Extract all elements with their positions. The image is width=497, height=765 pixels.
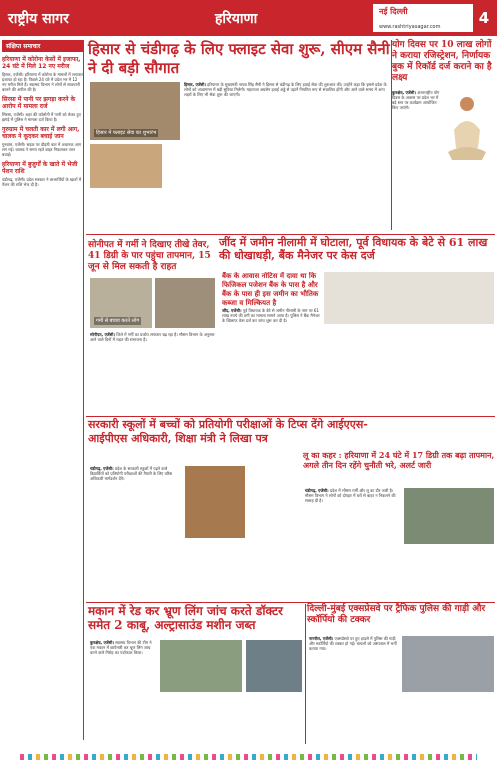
heatwave-headline: लू का कहर : हरियाणा में 24 घंटे में 17 डिग्री तक बढ़ा तापमान, अगले तीन दिन रहेंगे चुनौती भरे, अलर्ट जारी [303, 450, 495, 470]
expressway-text: एक्सप्रेसवे पर हुए हादसे में पुलिस की गाड़ी और स्कॉर्पियो की टक्कर हो गई। घायलों को अस्पताल में भर्ती कराया गया। [309, 636, 397, 651]
jind-body-continued [324, 328, 494, 412]
heatwave-story[interactable] [303, 450, 495, 470]
paper-name: राष्ट्रीय सागर [8, 11, 69, 27]
heatwave-photo [404, 488, 494, 544]
jind-subhead: बैंक के आवास नोटिस में दावा था कि फिजिकल पजेशन बैंक के पास है और बैंक के पास ही इस जमीन का भौतिक कब्जा व मिल्कियत है [222, 272, 319, 307]
sonipat-photo-caption: गर्मी से बचाव करते लोग [96, 318, 140, 324]
raid-headline: मकान में रेड कर भ्रूण लिंग जांच करते डॉक्टर समेत 2 काबू, अल्ट्रासाउंड मशीन जब्त [88, 604, 283, 632]
lead-photo [90, 82, 180, 140]
sonipat-photo [90, 278, 152, 328]
school-text: प्रदेश के सरकारी स्कूलों में पढ़ने वाले विद्यार्थियों को प्रतियोगी परीक्षाओं की तैयारी के लिए वरिष्ठ अधिकारी मार्गदर्शन देंगे। [90, 466, 172, 481]
brief-item[interactable] [2, 96, 83, 122]
school-body-continued [185, 542, 300, 600]
sonipat-story[interactable] [88, 240, 216, 273]
yoga-figure-icon [442, 90, 492, 170]
brief-news-label: संक्षिप्त समाचार [2, 40, 83, 52]
section-divider [86, 416, 495, 417]
lead-text: हरियाणा के मुख्यमंत्री नायब सिंह सैनी ने हिसार से चंडीगढ़ के लिए हवाई सेवा की शुरुआत की। उन्होंने कहा कि इससे प्रदेश के लोगों को आवागमन में बड़ी सुविधा मिलेगी। महाराजा अग्रसेन हवाई अड्डे से उड़ानें नियमित रूप से संचालित होंगी और आने वाले समय में अन्य शहरों के लिए भी सेवा शुरू की जाएगी। [184, 82, 387, 97]
yoga-body [392, 90, 440, 240]
yoga-text: अंतरराष्ट्रीय योग दिवस के अवसर पर प्रदेश भर में बड़े स्तर पर कार्यक्रम आयोजित किए जाएंगे। [392, 90, 440, 110]
brief-item-headline: गुरुग्राम में चलती कार में लगी आग, चालक ने कूदकर बचाई जान [2, 126, 80, 140]
page-footer [0, 748, 497, 765]
brief-item-body: चंडीगढ़, एजेंसी। प्रदेश सरकार ने लाभार्थियों के खातों में पेंशन की राशि भेज दी है। [2, 177, 82, 187]
raid-body [90, 640, 156, 744]
jind-headline: जींद में जमीन नीलामी में घोटाला, पूर्व विधायक के बेटे से 61 लाख की धोखाधड़ी, बैंक मैनेजर पर केस दर्ज [219, 236, 488, 262]
edition-city: नई दिल्ली [379, 7, 408, 16]
raid-photo [160, 640, 242, 692]
sonipat-text: जिले में गर्मी का प्रकोप लगातार बढ़ रहा है। मौसम विभाग के अनुसार आने वाले दिनों में राहत की संभावना है। [90, 332, 215, 342]
lead-body [184, 82, 388, 232]
sonipat-body [90, 332, 216, 414]
masthead [0, 0, 497, 36]
expressway-body [309, 636, 399, 744]
raid-byline: कुरुक्षेत्र, एजेंसी। [90, 640, 114, 645]
yoga-headline: योग दिवस पर 10 लाख लोगों ने कराया रजिस्ट्रेशन, निर्णायक बुक में रिकॉर्ड दर्ज कराने का है लक्ष्य [392, 40, 492, 83]
edition-box [372, 3, 496, 33]
sonipat-byline: सोनीपत, एजेंसी। [90, 332, 115, 337]
brief-item-headline: सिरसा में पानी पर झगड़ा करने के आरोप में मामला दर्ज [2, 96, 76, 110]
brief-item-headline: हरियाणा में कोरोना केसों में इजाफा, 24 घंटे में मिले 12 नए मरीज [2, 56, 81, 70]
yoga-story[interactable] [392, 40, 495, 310]
lead-photo-caption: हिसार में फ्लाइट सेवा का शुभारंभ [96, 130, 157, 136]
raid-text: स्वास्थ्य विभाग की टीम ने एक मकान में छापेमारी कर भ्रूण लिंग जांच करने वाले गिरोह का पर्दाफाश किया। [90, 640, 152, 655]
yoga-byline: कुरुक्षेत्र, एजेंसी। [392, 90, 416, 95]
brief-item[interactable] [2, 161, 83, 187]
school-byline: चंडीगढ़, एजेंसी। [90, 466, 114, 471]
lead-photo-secondary [90, 144, 162, 188]
sonipat-photo-secondary [155, 278, 215, 328]
brief-news-column [2, 40, 84, 740]
school-story[interactable] [88, 418, 390, 446]
jind-text: पूर्व विधायक के बेटे से जमीन नीलामी के नाम पर 61 लाख रुपये की ठगी का मामला सामने आया है। पुलिस ने बैंक मैनेजर के खिलाफ केस दर्ज कर जांच शुरू कर दी है। [222, 308, 320, 323]
heatwave-text: प्रदेश में भीषण गर्मी और लू का दौर जारी है। मौसम विभाग ने लोगों को दोपहर में घरों से बाहर न निकलने की सलाह दी है। [305, 488, 396, 503]
expressway-photo [402, 636, 494, 692]
raid-story[interactable] [88, 604, 304, 632]
section-title: हरियाणा [215, 11, 258, 27]
section-divider [86, 602, 495, 603]
jind-byline: जींद, एजेंसी। [222, 308, 242, 313]
jind-story[interactable] [219, 236, 495, 262]
lead-story[interactable] [88, 40, 390, 78]
website-link[interactable]: www.rashtriyasagar.com [379, 24, 441, 30]
expressway-byline: नारनौल, एजेंसी। [309, 636, 334, 641]
brief-item[interactable] [2, 56, 83, 92]
heatwave-byline: चंडीगढ़, एजेंसी। [305, 488, 329, 493]
brief-item-headline: हरियाणा में बुजुर्गों के खाते में भेजी पेंशन राशि [2, 161, 78, 175]
expressway-headline: दिल्ली-मुंबई एक्सप्रेसवे पर ट्रैफिक पुलिस की गाड़ी और स्कॉर्पियो की टक्कर [307, 604, 486, 625]
brief-item[interactable] [2, 126, 83, 157]
school-photo [185, 466, 245, 538]
school-body [90, 466, 182, 600]
jind-photo [324, 272, 494, 324]
lead-headline: हिसार से चंडीगढ़ के लिए फ्लाइट सेवा शुरू, सीएम सैनी ने दी बड़ी सौगात [88, 40, 390, 77]
brief-item-body: गुरुग्राम, एजेंसी। सड़क पर दौड़ती कार में अचानक आग लग गई। चालक ने समय रहते बाहर निकलकर जान बचाई। [2, 142, 82, 157]
raid-photo-secondary [246, 640, 302, 692]
expressway-story[interactable] [307, 604, 495, 626]
footer-decoration [20, 754, 477, 760]
brief-item-body: हिसार, एजेंसी। हरियाणा में कोरोना के मामलों में लगातार इजाफा हो रहा है। पिछले 24 घंटे में प्रदेश भर में 12 नए मरीज मिले हैं। स्वास्थ्य विभाग ने लोगों से सावधानी बरतने की अपील की है। [2, 72, 83, 92]
jind-body [222, 272, 320, 412]
school-headline: सरकारी स्कूलों में बच्चों को प्रतियोगी परीक्षाओं के टिप्स देंगे आईएएस-आईपीएस अधिकारी, शिक्षा मंत्री ने लिखा पत्र [88, 418, 368, 445]
heatwave-body [305, 488, 401, 600]
lead-byline: हिसार, एजेंसी। [184, 82, 206, 87]
brief-item-body: सिरसा, एजेंसी। शहर की कॉलोनी में पानी को लेकर हुए झगड़े में पुलिस ने मामला दर्ज किया है। [2, 112, 81, 122]
sonipat-headline: सोनीपत में गर्मी ने दिखाए तीखे तेवर, 41 डिग्री के पार पहुंचा तापमान, 15 जून से मिल सकती है राहत [88, 240, 211, 272]
page-number: 4 [473, 4, 495, 32]
column-divider [305, 604, 306, 744]
section-divider [86, 234, 495, 235]
